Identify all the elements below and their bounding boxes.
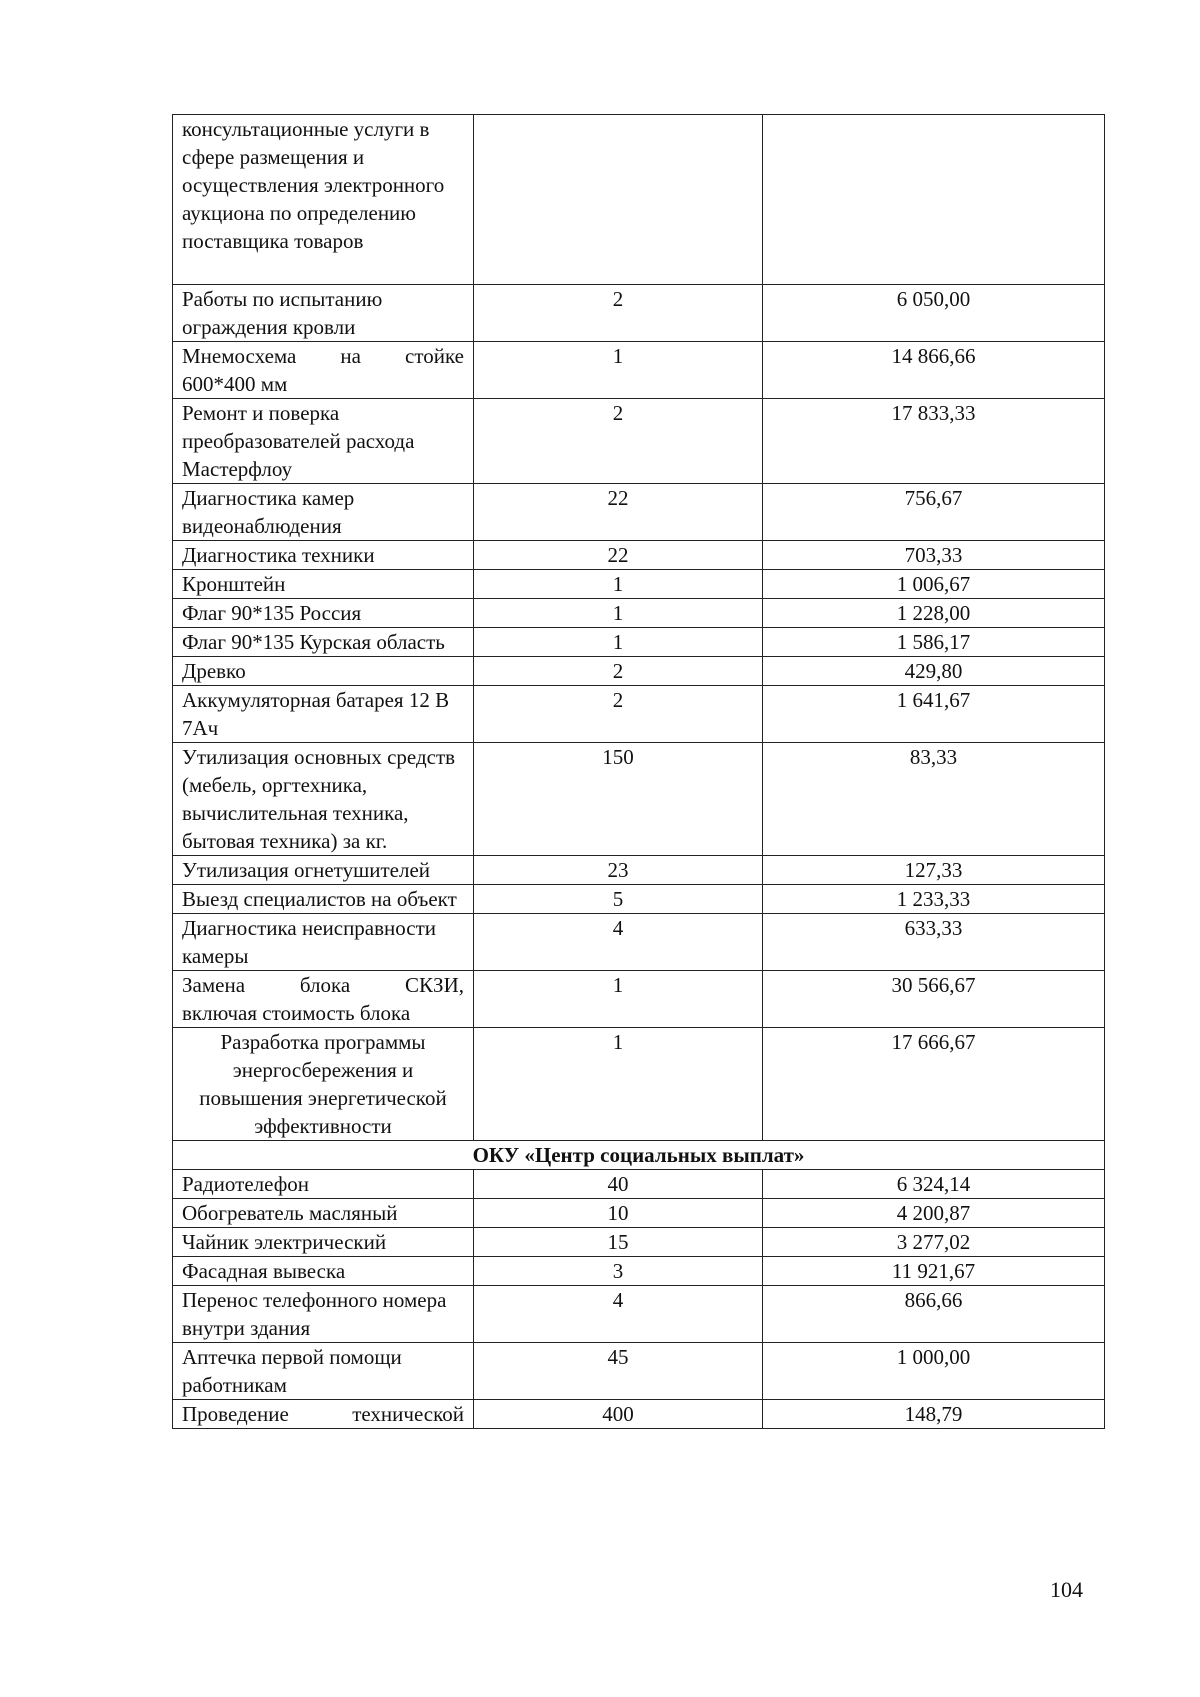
item-name: Разработка программы энергосбережения и повышения энергетической эффективности: [173, 1028, 474, 1141]
table-row: [173, 1028, 1105, 1141]
item-price: 148,79: [763, 1400, 1105, 1429]
item-name-line: Мнемосхема на стойке: [182, 344, 464, 368]
item-name: [173, 971, 474, 1028]
item-price: 14 866,66: [763, 342, 1105, 399]
table-row: [173, 914, 1105, 971]
item-name: Диагностика техники: [173, 541, 474, 570]
table-row: [173, 285, 1105, 342]
item-name: Кронштейн: [173, 570, 474, 599]
item-price: [763, 115, 1105, 285]
item-quantity: 1: [474, 342, 763, 399]
item-quantity: 2: [474, 657, 763, 686]
page-number: 104: [1050, 1577, 1083, 1602]
item-price: 17 666,67: [763, 1028, 1105, 1141]
item-quantity: 2: [474, 285, 763, 342]
item-quantity: 400: [474, 1400, 763, 1429]
item-quantity: 1: [474, 1028, 763, 1141]
item-quantity: 3: [474, 1257, 763, 1286]
item-quantity: 1: [474, 971, 763, 1028]
item-price: 1 586,17: [763, 628, 1105, 657]
item-name: Проведение технической: [173, 1400, 474, 1429]
table-row: [173, 743, 1105, 856]
table-row: [173, 1257, 1105, 1286]
item-price: 17 833,33: [763, 399, 1105, 484]
item-price: 756,67: [763, 484, 1105, 541]
item-price: 429,80: [763, 657, 1105, 686]
item-name-line: 600*400 мм: [182, 372, 288, 396]
item-price: 633,33: [763, 914, 1105, 971]
item-quantity: 45: [474, 1343, 763, 1400]
item-price: 1 641,67: [763, 686, 1105, 743]
item-name: Диагностика камер видеонаблюдения: [173, 484, 474, 541]
item-name: Древко: [173, 657, 474, 686]
item-price: 4 200,87: [763, 1199, 1105, 1228]
item-quantity: 10: [474, 1199, 763, 1228]
table-row: [173, 342, 1105, 399]
item-price: 1 006,67: [763, 570, 1105, 599]
table-row: [173, 1199, 1105, 1228]
table-row: [173, 885, 1105, 914]
item-name-line: включая стоимость блока: [182, 1001, 411, 1025]
item-quantity: 22: [474, 541, 763, 570]
item-price: 866,66: [763, 1286, 1105, 1343]
price-table: [172, 114, 1105, 1429]
item-price: 1 228,00: [763, 599, 1105, 628]
item-name: Аптечка первой помощи работникам: [173, 1343, 474, 1400]
item-quantity: 1: [474, 628, 763, 657]
table-row: [173, 599, 1105, 628]
table-row: [173, 628, 1105, 657]
item-quantity: 5: [474, 885, 763, 914]
table-row: [173, 1400, 1105, 1429]
item-name: Утилизация основных средств (мебель, оргтехника, вычислительная техника, бытовая техника) за кг.: [173, 743, 474, 856]
item-name: Выезд специалистов на объект: [173, 885, 474, 914]
item-name: Утилизация огнетушителей: [173, 856, 474, 885]
item-name: Ремонт и поверка преобразователей расхода Мастерфлоу: [173, 399, 474, 484]
item-name: Фасадная вывеска: [173, 1257, 474, 1286]
item-name: Флаг 90*135 Россия: [173, 599, 474, 628]
item-price: 1 000,00: [763, 1343, 1105, 1400]
table-row: [173, 971, 1105, 1028]
item-quantity: 15: [474, 1228, 763, 1257]
item-name: Флаг 90*135 Курская область: [173, 628, 474, 657]
item-quantity: 4: [474, 1286, 763, 1343]
item-name: консультационные услуги в сфере размещения и осуществления электронного аукциона по определению поставщика товаров: [173, 115, 474, 285]
item-quantity: 1: [474, 570, 763, 599]
item-quantity: 23: [474, 856, 763, 885]
table-row: [173, 399, 1105, 484]
item-price: 703,33: [763, 541, 1105, 570]
item-quantity: 2: [474, 686, 763, 743]
item-name: Обогреватель масляный: [173, 1199, 474, 1228]
item-quantity: 1: [474, 599, 763, 628]
item-name: Радиотелефон: [173, 1170, 474, 1199]
table-row: [173, 1228, 1105, 1257]
item-name: Чайник электрический: [173, 1228, 474, 1257]
item-price: 1 233,33: [763, 885, 1105, 914]
item-name-line: Замена блока СКЗИ,: [182, 973, 464, 997]
table-row: [173, 1343, 1105, 1400]
table-row: [173, 1286, 1105, 1343]
section-title: ОКУ «Центр социальных выплат»: [173, 1141, 1105, 1170]
item-name: [173, 342, 474, 399]
item-quantity: 150: [474, 743, 763, 856]
item-quantity: 4: [474, 914, 763, 971]
item-price: 11 921,67: [763, 1257, 1105, 1286]
item-price: 83,33: [763, 743, 1105, 856]
item-name: Работы по испытанию ограждения кровли: [173, 285, 474, 342]
item-name: Перенос телефонного номера внутри здания: [173, 1286, 474, 1343]
item-price: 6 050,00: [763, 285, 1105, 342]
table-row: [173, 570, 1105, 599]
table-row: [173, 686, 1105, 743]
section-header-row: [173, 1141, 1105, 1170]
item-quantity: 40: [474, 1170, 763, 1199]
table-row: [173, 115, 1105, 285]
item-name: Диагностика неисправности камеры: [173, 914, 474, 971]
table-row: [173, 657, 1105, 686]
item-quantity: 2: [474, 399, 763, 484]
item-quantity: [474, 115, 763, 285]
table-row: [173, 541, 1105, 570]
item-price: 3 277,02: [763, 1228, 1105, 1257]
item-price: 127,33: [763, 856, 1105, 885]
table-row: [173, 856, 1105, 885]
item-price: 30 566,67: [763, 971, 1105, 1028]
item-name: Аккумуляторная батарея 12 В 7Ач: [173, 686, 474, 743]
item-price: 6 324,14: [763, 1170, 1105, 1199]
item-quantity: 22: [474, 484, 763, 541]
table-row: [173, 1170, 1105, 1199]
table-row: [173, 484, 1105, 541]
